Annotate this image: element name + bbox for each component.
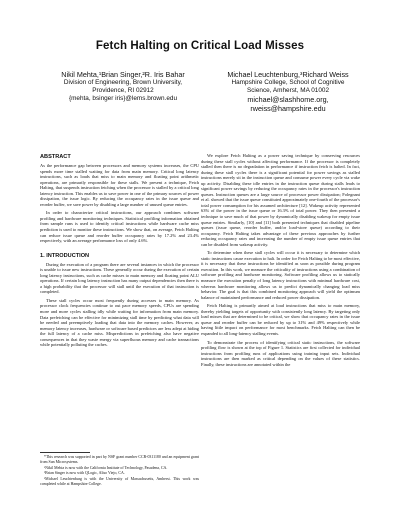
body-paragraph: Fetch Halting is primarily aimed at load instructions that miss to main memory, thereby yielding targets of opportunity with consistently long latency. By targeting only load misses that are determined to be critical, we show that occupancy rates in the issue queue and reorder buffer can be reduced by up to 31% and 49% respectively while having little impact on performance for most benchmarks. Fetch Halting can then be expanded to all long-latency stalling events.: [201, 303, 360, 336]
body-paragraph: To determine when these stall cycles will occur it is necessary to determine which static instructions cause execution to halt. In order for Fetch Halting to be most effective, it is necessary that these instructions be identified as soon as possible during program execution. In this work, we measure the criticality of instructions using a combination of software profiling and hardware monitoring. Software profiling allows us to statically measure the execution penalty of long latency instructions with minimal hardware cost, whereas hardware monitoring allows us to predict dynamically changing load miss behavior. The goal is that this combined monitoring approach will yield the optimum balance of maintained performance and reduced power dissipation.: [201, 250, 360, 300]
abstract-heading: ABSTRACT: [40, 154, 71, 160]
footnote: ¹Nikil Mehta is now with the California Institute of Technology, Pasadena, CA.: [44, 465, 168, 470]
author-affiliation: Providence, RI 02912: [92, 87, 154, 95]
body-paragraph: These stall cycles occur most frequently during accesses to main memory. As processor clock frequencies continue to out pace memory speeds, CPUs are spending more and more cycles stalling idly while waiting for information from main memory. Data prefetching can be effective for minimizing stall time by predicting what data will be needed and preemptively loading that data into the memory caches. However, as memory latency increases, hardware or software based predictors are less adept at hiding the full latency of a cache miss. Mispredictions in prefetching also have negative consequences in that they waste energy via superfluous memory and cache transactions while potentially polluting the caches.: [40, 297, 199, 348]
footnote: ³Michael Leuchtenburg is with the University of Massachusetts, Amherst. This work was completed while at Hampshire College.: [40, 476, 199, 486]
abstract-paragraph: As the performance gap between processors and memory systems increases, the CPU spends more time stalled waiting for data from main memory. Critical long latency instructions, such as loads that miss to main memory and floating point arithmetic operations, are primarily responsible for these stalls. We present a technique, Fetch Halting, that suspends instruction fetching when the processor is stalled by a critical long latency instruction. This enables us to save power in one of the primary sources of power dissipation, the issue logic. By reducing the occupancy rates in the issue queue and reorder buffer, we save power by disabling a large number of unused queue entries.: [40, 163, 199, 207]
authors-block-left: [48, 70, 198, 104]
left-column: [40, 153, 199, 351]
footnote: ²Brian Singer is now with QLogic, Aliso Viejo, CA.: [44, 471, 125, 476]
author-email: rweiss@hampshire.edu: [250, 104, 326, 114]
author-affiliation: Hampshire College, School of Cognitive: [231, 79, 345, 86]
author-email: {mehta, bsinger iris}@lems.brown.edu: [68, 95, 178, 103]
footnote: *This research was supported in part by NSF grant number CCR-0311180 and an equipment grant from Sun Microsystems.: [40, 455, 199, 464]
footnote-rule: [40, 452, 90, 453]
footnotes: [40, 452, 199, 487]
author-affiliation: Division of Engineering, Brown University,: [63, 79, 183, 86]
body-paragraph: We explore Fetch Halting as a power saving technique by conserving resources during these stall cycles without affecting performance. If the processor is completely stalled then there is no degradation in performance if instruction fetch is halted. In fact, during these stall cycles there is a significant potential for power savings as stalled instructions merely sit in the instruction queue and consume power every cycle via wake up activity. Disabling these idle entries in the instruction queue during stalls leads to significant power savings by reducing the occupancy rates in the processor's instruction queues. Instruction queues are a large source of processor power dissipation; Folegnani et al. showed that the issue queue constituted approximately one-fourth of the processor's total power consumption for his assumed architecture [12]. Wakeup activity represented 63% of the power in the issue queue or 16.3% of total power. They then presented a technique to save much of that power by dynamically disabling wakeup for empty issue queue entries. Similarly, [10] and [11] both presented techniques that disabled pipeline queues (issue queue, reorder buffer, and/or load-store queue) according to their occupancy. Fetch Halting takes advantage of these previous approaches by further reducing occupancy rates and increasing the number of empty issue queue entries that can be disabled from wakeup activity.: [201, 153, 360, 247]
author-email: michael@slashhome.org,: [247, 95, 329, 105]
author-names: Michael Leuchtenburg,³Richard Weiss: [227, 70, 349, 79]
introduction-heading: 1. INTRODUCTION: [40, 252, 90, 259]
author-affiliation: Science, Amherst, MA 01002: [246, 87, 330, 95]
right-column: [201, 153, 360, 370]
body-paragraph: To demonstrate the process of identifying critical static instructions, the software profiling flow is shown at the top of Figure 1. Statistics are first collected for individual instructions from profiling runs of applications using training input sets. Individual instructions are then marked as critical depending on the values of these statistics. Finally, these instructions are annotated within the: [201, 339, 360, 367]
body-paragraph: During the execution of a program there are several instances in which the processor is unable to issue new instructions. These generally occur during the execution of certain long latency instructions, such as cache misses to main memory and floating point ALU operations. If certain long latency instruction has many output dependencies then there is a high probability that the processor will stall until the execution of that instruction is completed.: [40, 261, 199, 295]
paper-title: Fetch Halting on Critical Load Misses: [95, 40, 305, 52]
authors-block-right: [208, 70, 368, 113]
author-names: Nikil Mehta,¹Brian Singer,²R. Iris Bahar: [61, 70, 185, 79]
abstract-paragraph: In order to characterize critical instructions, our approach combines software profiling and hardware monitoring techniques. Statistical profiling information obtained from sample runs is used to identify critical instructions while hardware cache miss prediction is used to monitor these instructions. We show that, on average, Fetch Halting can reduce issue queue and reorder buffer occupancy rates by 17.2% and 23.4% respectively, with an average performance loss of only 4.6%.: [40, 210, 199, 244]
